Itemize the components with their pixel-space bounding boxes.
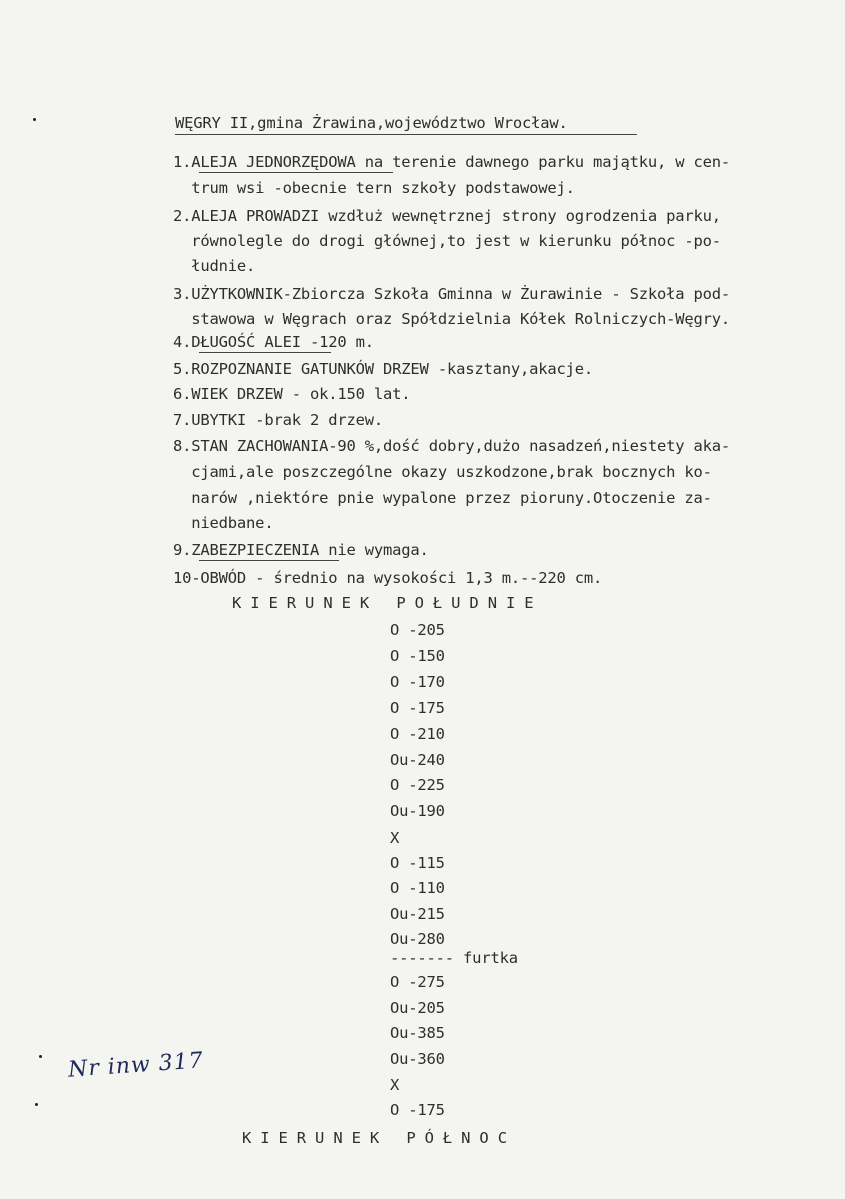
text-line: 6.WIEK DRZEW - ok.150 lat. xyxy=(173,385,411,403)
margin-dot xyxy=(35,1103,38,1106)
tree-entry: O -205 xyxy=(390,621,445,639)
direction-north: K I E R U N E K P Ó Ł N O C xyxy=(242,1129,507,1147)
underline xyxy=(199,172,393,173)
heading-prefix: WĘGRY II,gmina xyxy=(175,114,312,132)
tree-entry: O -175 xyxy=(390,1101,445,1119)
text-line: trum wsi -obecnie tern szkoły podstawowej. xyxy=(173,179,575,197)
heading-suffix: rawina,województwo Wrocław. xyxy=(321,114,568,132)
heading-handwritten-correction: Ż xyxy=(311,114,322,132)
text-line: 9.ZABEZPIECZENIA nie wymaga. xyxy=(173,541,429,559)
text-line: narów ,niektóre pnie wypalone przez pioruny.Otoczenie za- xyxy=(173,489,712,507)
text-line: równolegle do drogi głównej,to jest w kierunku północ -po- xyxy=(173,232,721,250)
text-line: 8.STAN ZACHOWANIA-90 %,dość dobry,dużo nasadzeń,niestety aka- xyxy=(173,437,731,455)
text-line: 3.UŻYTKOWNIK-Zbiorcza Szkoła Gminna w Żurawinie - Szkoła pod- xyxy=(173,285,731,303)
tree-entry: Ou-205 xyxy=(390,999,445,1017)
text-line: łudnie. xyxy=(173,257,256,275)
tree-entry: Ou-240 xyxy=(390,751,445,769)
underline xyxy=(199,352,331,353)
text-line: 2.ALEJA PROWADZI wzdłuż wewnętrznej strony ogrodzenia parku, xyxy=(173,207,721,225)
margin-dot xyxy=(33,118,36,121)
gate-marker: ------- furtka xyxy=(390,949,518,967)
tree-entry: Ou-360 xyxy=(390,1050,445,1068)
tree-entry: O -225 xyxy=(390,776,445,794)
direction-south: K I E R U N E K P O Ł U D N I E xyxy=(232,594,534,612)
text-line: 7.UBYTKI -brak 2 drzew. xyxy=(173,411,384,429)
text-line: stawowa w Węgrach oraz Spółdzielnia Kółek Rolniczych-Węgry. xyxy=(173,310,731,328)
margin-dot xyxy=(39,1055,42,1058)
text-line: cjami,ale poszczególne okazy uszkodzone,brak bocznych ko- xyxy=(173,463,712,481)
text-line: 5.ROZPOZNANIE GATUNKÓW DRZEW -kasztany,akacje. xyxy=(173,360,594,378)
tree-entry: Ou-190 xyxy=(390,802,445,820)
tree-entry: X xyxy=(390,829,400,847)
tree-entry: O -210 xyxy=(390,725,445,743)
tree-entry: O -275 xyxy=(390,973,445,991)
tree-entry: O -115 xyxy=(390,854,445,872)
text-line: 4.DŁUGOŚĆ ALEI -120 m. xyxy=(173,333,374,351)
tree-entry: O -170 xyxy=(390,673,445,691)
tree-entry: Ou-215 xyxy=(390,905,445,923)
text-line: 1.ALEJA JEDNORZĘDOWA na terenie dawnego parku majątku, w cen- xyxy=(173,153,731,171)
tree-entry: O -175 xyxy=(390,699,445,717)
page-heading xyxy=(175,113,568,133)
tree-entry: Ou-280 xyxy=(390,930,445,948)
heading-underline xyxy=(175,134,637,135)
underline xyxy=(199,560,339,561)
tree-entry: O -110 xyxy=(390,879,445,897)
text-line: 10-OBWÓD - średnio na wysokości 1,3 m.--220 cm. xyxy=(173,569,603,587)
handwritten-inventory-number: Nr inw 317 xyxy=(67,1048,205,1083)
text-line: niedbane. xyxy=(173,514,274,532)
tree-entry: O -150 xyxy=(390,647,445,665)
tree-entry: X xyxy=(390,1076,400,1094)
tree-entry: Ou-385 xyxy=(390,1024,445,1042)
